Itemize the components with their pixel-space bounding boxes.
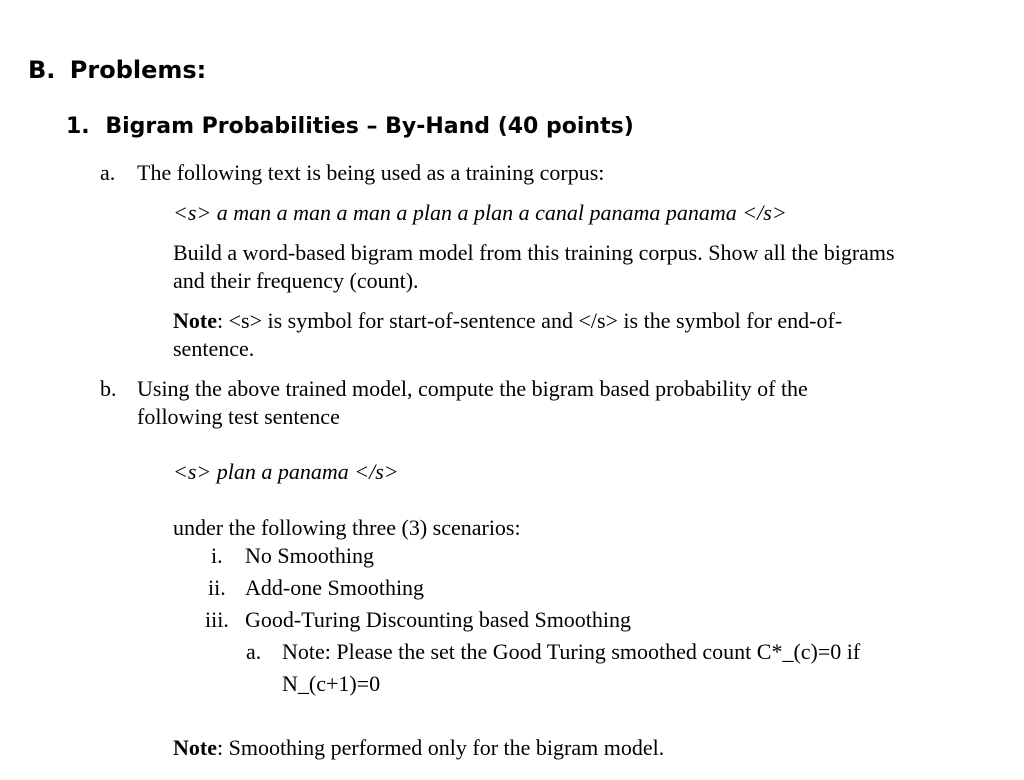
subnote-marker: a.	[246, 639, 262, 664]
problem-title: Bigram Probabilities – By-Hand (40 points)	[105, 114, 634, 139]
note-text: : <s> is symbol for start-of-sentence and </s> is the symbol for end-of-	[216, 308, 843, 333]
note-label: Note	[173, 308, 217, 333]
scenario-marker-3: iii.	[205, 607, 229, 632]
part-a-instruction-line2: and their frequency (count).	[173, 268, 419, 293]
final-note-label: Note	[173, 735, 217, 760]
section-marker: B.	[28, 56, 56, 84]
part-a-intro: The following text is being used as a training corpus:	[137, 160, 605, 185]
final-note-text: : Smoothing performed only for the bigram model.	[216, 735, 665, 760]
scenario-text-1: No Smoothing	[245, 543, 374, 568]
section-heading	[28, 56, 206, 84]
subnote-line1: Note: Please the set the Good Turing smoothed count C*_(c)=0 if	[282, 639, 861, 664]
test-sentence: <s> plan a panama </s>	[173, 459, 399, 484]
scenario-text-3: Good-Turing Discounting based Smoothing	[245, 607, 632, 632]
scenario-text-2: Add-one Smoothing	[245, 575, 425, 600]
part-a-note	[173, 308, 842, 334]
scenario-marker-2: ii.	[208, 575, 226, 600]
section-title: Problems:	[69, 56, 207, 84]
problem-heading	[66, 114, 634, 139]
part-b-line1: Using the above trained model, compute the bigram based probability of the	[137, 376, 808, 401]
training-corpus: <s> a man a man a man a plan a plan a canal panama panama </s>	[173, 200, 787, 225]
part-a-note-line2: sentence.	[173, 336, 255, 361]
scenario-marker-1: i.	[211, 543, 223, 568]
final-note	[173, 735, 664, 761]
problem-number: 1.	[66, 114, 90, 139]
part-b-line2: following test sentence	[137, 404, 340, 429]
subnote-line2: N_(c+1)=0	[282, 671, 381, 696]
part-a-instruction-line1: Build a word-based bigram model from this training corpus. Show all the bigrams	[173, 240, 895, 265]
part-b-marker: b.	[100, 376, 117, 401]
part-a-marker: a.	[100, 160, 116, 185]
scenarios-intro: under the following three (3) scenarios:	[173, 515, 521, 540]
